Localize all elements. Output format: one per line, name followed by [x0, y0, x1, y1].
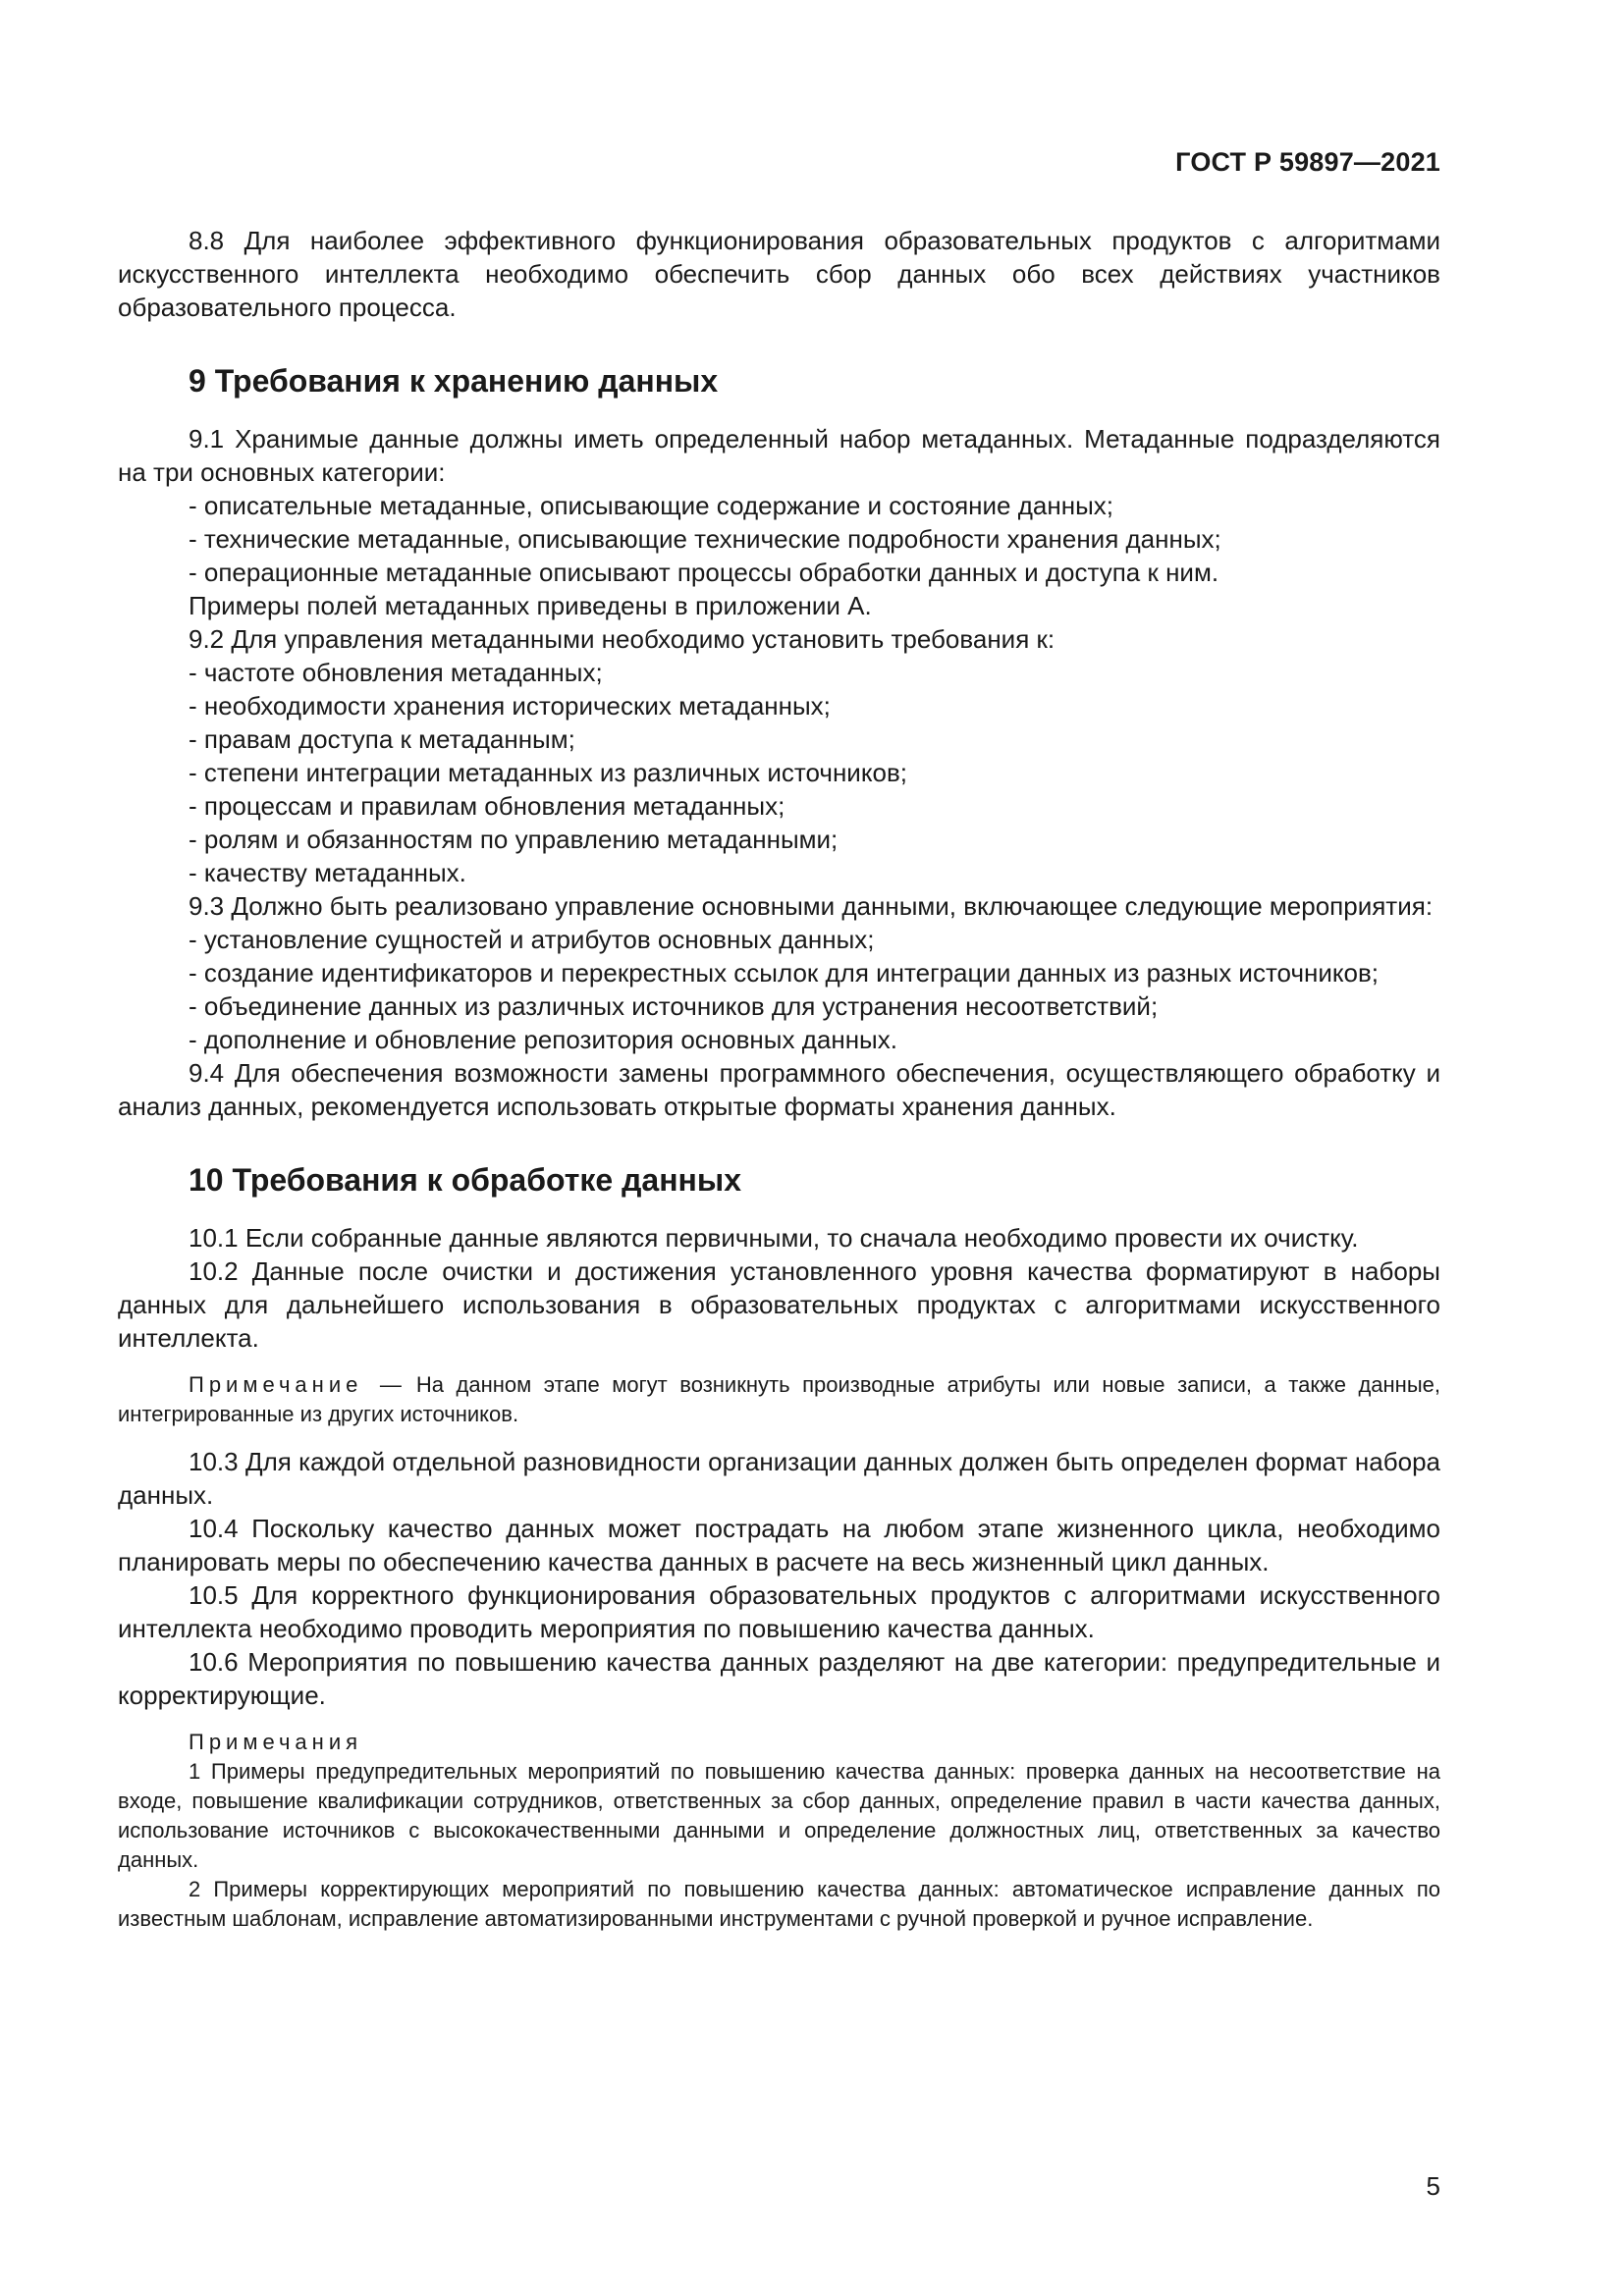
note-text: На данном этапе могут возникнуть производные атрибуты или новые записи, а также данные, интегрированные из других источников.	[118, 1372, 1440, 1426]
list-item: - ролям и обязанностям по управлению метаданными;	[189, 825, 839, 854]
note-label: Примечание —	[189, 1372, 406, 1397]
section-10-title: 10 Требования к обработке данных	[189, 1162, 741, 1198]
list-item: - процессам и правилам обновления метаданных;	[189, 791, 785, 821]
list-item: - операционные метаданные описывают процессы обработки данных и доступа к ним.	[189, 558, 1219, 587]
paragraph-10-1: 10.1 Если собранные данные являются первичными, то сначала необходимо провести их очистку.	[189, 1223, 1359, 1253]
paragraph-10-2: 10.2 Данные после очистки и достижения установленного уровня качества форматируют в наборы данных для дальнейшего использования в образовательных продуктах с алгоритмами искусственного интеллекта.	[118, 1256, 1440, 1353]
list-item: - правам доступа к метаданным;	[189, 724, 575, 754]
list-item: - объединение данных из различных источников для устранения несоответствий;	[189, 991, 1159, 1021]
list-item: - качеству метаданных.	[189, 858, 466, 887]
section-9-title: 9 Требования к хранению данных	[189, 363, 719, 399]
paragraph-9-1: 9.1 Хранимые данные должны иметь определенный набор метаданных. Метаданные подразделяются на три основных категории:	[118, 424, 1440, 487]
paragraph-9-4: 9.4 Для обеспечения возможности замены программного обеспечения, осуществляющего обработку и анализ данных, рекомендуется использовать открытые форматы хранения данных.	[118, 1058, 1440, 1121]
paragraph-10-4: 10.4 Поскольку качество данных может пострадать на любом этапе жизненного цикла, необходимо планировать меры по обеспечению качества данных в расчете на весь жизненный цикл данных.	[118, 1514, 1440, 1576]
list-item: - частоте обновления метаданных;	[189, 658, 603, 687]
list-item: - установление сущностей и атрибутов основных данных;	[189, 925, 875, 954]
paragraph-10-3: 10.3 Для каждой отдельной разновидности организации данных должен быть определен формат набора данных.	[118, 1447, 1440, 1510]
list-item: - создание идентификаторов и перекрестных ссылок для интеграции данных из разных источников;	[189, 958, 1380, 988]
list-item: Примеры полей метаданных приведены в приложении А.	[189, 591, 872, 620]
notes-heading: Примечания	[189, 1730, 363, 1754]
list-item: - технические метаданные, описывающие технические подробности хранения данных;	[189, 524, 1221, 554]
note-item: 1 Примеры предупредительных мероприятий по повышению качества данных: проверка данных на несоответствие на входе, повышение квалификации сотрудников, ответственных за сбор данных, определение правил в части качества данных, использование источников с высококачественными данными и определение должностных лиц, ответственных за качество данных.	[118, 1759, 1440, 1872]
document-code: ГОСТ Р 59897—2021	[1175, 147, 1440, 177]
paragraph-10-5: 10.5 Для корректного функционирования образовательных продуктов с алгоритмами искусственного интеллекта необходимо проводить мероприятия по повышению качества данных.	[118, 1580, 1440, 1643]
list-item: - дополнение и обновление репозитория основных данных.	[189, 1025, 897, 1054]
paragraph-9-2: 9.2 Для управления метаданными необходимо установить требования к:	[189, 624, 1056, 654]
list-item: - необходимости хранения исторических метаданных;	[189, 691, 831, 721]
list-item: - степени интеграции метаданных из различных источников;	[189, 758, 907, 787]
note-item: 2 Примеры корректирующих мероприятий по повышению качества данных: автоматическое исправление данных по известным шаблонам, исправление автоматизированными инструментами с ручной проверкой и ручное исправление.	[118, 1877, 1440, 1931]
list-item: - описательные метаданные, описывающие содержание и состояние данных;	[189, 491, 1113, 520]
paragraph-8-8: 8.8 Для наиболее эффективного функционирования образовательных продуктов с алгоритмами искусственного интеллекта необходимо обеспечить сбор данных обо всех действиях участников образовательного процесса.	[118, 226, 1440, 322]
paragraph-10-6: 10.6 Мероприятия по повышению качества данных разделяют на две категории: предупредительные и корректирующие.	[118, 1647, 1440, 1710]
page-number: 5	[1426, 2171, 1440, 2201]
note-1	[118, 1370, 1440, 1429]
paragraph-9-3: 9.3 Должно быть реализовано управление основными данными, включающее следующие мероприятия:	[189, 891, 1434, 921]
page-content	[118, 224, 1440, 1934]
